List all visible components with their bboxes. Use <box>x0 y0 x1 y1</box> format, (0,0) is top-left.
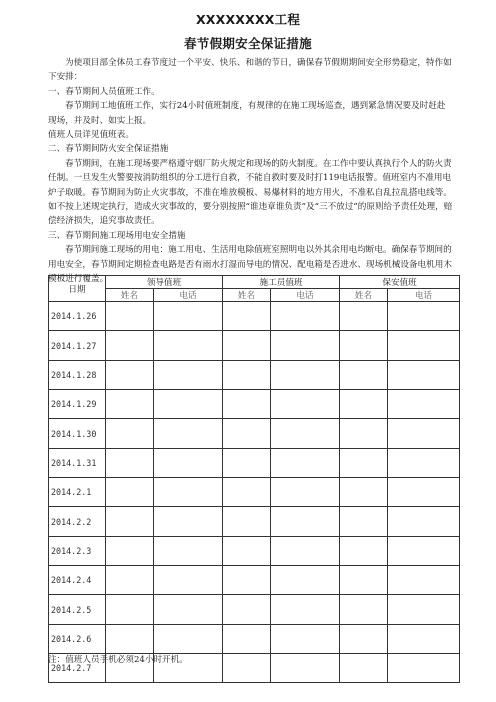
table-row <box>49 595 460 624</box>
leader-name-cell[interactable] <box>106 448 154 477</box>
section-heading-2: 二、春节期间防火安全保证措施 <box>48 144 169 155</box>
table-row <box>49 331 460 360</box>
leader-name-cell[interactable] <box>106 360 154 389</box>
builder-duty-header: 施工员值班 <box>223 276 340 289</box>
builder-name-cell[interactable] <box>223 448 271 477</box>
security-phone-cell[interactable] <box>388 390 460 419</box>
builder-name-cell[interactable] <box>223 566 271 595</box>
security-name-cell[interactable] <box>340 360 388 389</box>
security-name-cell[interactable] <box>340 536 388 565</box>
builder-phone-cell[interactable] <box>271 624 340 653</box>
leader-name-cell[interactable] <box>106 624 154 653</box>
security-phone-cell[interactable] <box>388 624 460 653</box>
table-row <box>49 390 460 419</box>
security-name-cell[interactable] <box>340 331 388 360</box>
builder-phone-cell[interactable] <box>271 302 340 331</box>
leader-phone-cell[interactable] <box>154 448 223 477</box>
date-cell: 2014.1.26 <box>49 302 106 331</box>
leader-phone-cell[interactable] <box>154 566 223 595</box>
date-column-header: 日期 <box>49 276 106 302</box>
security-name-cell[interactable] <box>340 507 388 536</box>
date-cell: 2014.1.27 <box>49 331 106 360</box>
builder-name-cell[interactable] <box>223 507 271 536</box>
security-name-cell[interactable] <box>340 566 388 595</box>
security-name-cell[interactable] <box>340 448 388 477</box>
leader-name-header: 姓名 <box>106 289 154 302</box>
table-body <box>49 302 460 683</box>
security-phone-cell[interactable] <box>388 360 460 389</box>
leader-name-cell[interactable] <box>106 536 154 565</box>
table-row <box>49 478 460 507</box>
builder-name-cell[interactable] <box>223 390 271 419</box>
builder-phone-cell[interactable] <box>271 390 340 419</box>
builder-name-cell[interactable] <box>223 536 271 565</box>
security-name-cell[interactable] <box>340 390 388 419</box>
builder-name-header: 姓名 <box>223 289 271 302</box>
table-row <box>49 507 460 536</box>
table-row <box>49 360 460 389</box>
document-title: 春节假期安全保证措施 <box>183 36 312 51</box>
leader-phone-cell[interactable] <box>154 302 223 331</box>
company-title: XXXXXXXX工程 <box>195 12 301 27</box>
security-phone-cell[interactable] <box>388 478 460 507</box>
leader-name-cell[interactable] <box>106 566 154 595</box>
builder-name-cell[interactable] <box>223 595 271 624</box>
security-phone-header: 电话 <box>388 289 460 302</box>
date-cell: 2014.2.5 <box>49 595 106 624</box>
leader-name-cell[interactable] <box>106 419 154 448</box>
builder-phone-cell[interactable] <box>271 331 340 360</box>
security-name-cell[interactable] <box>340 654 388 683</box>
date-cell: 2014.1.29 <box>49 390 106 419</box>
security-phone-cell[interactable] <box>388 331 460 360</box>
security-name-cell[interactable] <box>340 302 388 331</box>
builder-phone-cell[interactable] <box>271 566 340 595</box>
security-name-cell[interactable] <box>340 595 388 624</box>
body-text <box>48 56 454 287</box>
leader-phone-cell[interactable] <box>154 478 223 507</box>
table-subheader-row <box>49 289 460 302</box>
date-cell: 2014.2.6 <box>49 624 106 653</box>
date-cell: 2014.1.30 <box>49 419 106 448</box>
table-header-row <box>49 276 460 289</box>
date-cell: 2014.1.28 <box>49 360 106 389</box>
date-cell: 2014.2.2 <box>49 507 106 536</box>
paragraph-electric: 春节期间施工现场的用电：施工用电、生活用电除值班室照明电以外其余用电均断电。确保春节期间的用电安全，春节期间定期检查电路是否有雨水打湿而导电的情况、配电箱是否进水、现场机械设备电机用木模板进行覆盖。 <box>48 245 452 285</box>
table-row <box>49 302 460 331</box>
leader-phone-header: 电话 <box>154 289 223 302</box>
paragraph-duty: 春节期间工地值班工作，实行24小时值班制度，有规律的在施工现场巡查，遇到紧急情况要及时赶赴现场，并及时、如实上报。 <box>48 101 446 126</box>
date-cell: 2014.2.3 <box>49 536 106 565</box>
builder-phone-cell[interactable] <box>271 478 340 507</box>
paragraph-duty-ref: 值班人员详见值班表。 <box>48 130 134 141</box>
builder-phone-cell[interactable] <box>271 536 340 565</box>
security-phone-cell[interactable] <box>388 419 460 448</box>
builder-name-cell[interactable] <box>223 302 271 331</box>
paragraph-fire: 春节期间，在施工现场要严格遵守烟厂防火规定和现场的防火制度。在工作中要认真执行个人的防火责任制。一旦发生火警要按消防组织的分工进行自救，不能自救时要及时打119电话报警。值班室内不准用电炉子取暖。春节期间为防止火灾事故，不准在堆放模板、易爆材料的地方用火，不准私自乱拉乱搭电线等。如不按上述规定执行，造成火灾事故的，要分别按照“谁违章谁负责”及“三不放过”的原则给予责任处理，赔偿经济损失，追究事故责任。 <box>48 158 453 227</box>
builder-phone-cell[interactable] <box>271 448 340 477</box>
date-cell: 2014.2.7 <box>49 654 106 683</box>
leader-name-cell[interactable] <box>106 595 154 624</box>
leader-phone-cell[interactable] <box>154 331 223 360</box>
leader-phone-cell[interactable] <box>154 390 223 419</box>
leader-name-cell[interactable] <box>106 331 154 360</box>
builder-name-cell[interactable] <box>223 478 271 507</box>
section-heading-3: 三、春节期间施工现场用电安全措施 <box>48 230 186 241</box>
date-cell: 2014.2.1 <box>49 478 106 507</box>
leader-name-cell[interactable] <box>106 302 154 331</box>
leader-phone-cell[interactable] <box>154 419 223 448</box>
security-phone-cell[interactable] <box>388 302 460 331</box>
security-phone-cell[interactable] <box>388 448 460 477</box>
table-row <box>49 536 460 565</box>
leader-phone-cell[interactable] <box>154 624 223 653</box>
security-name-cell[interactable] <box>340 624 388 653</box>
builder-name-cell[interactable] <box>223 624 271 653</box>
security-name-header: 姓名 <box>340 289 388 302</box>
section-heading-1: 一、春节期间人员值班工作。 <box>48 86 160 97</box>
builder-phone-cell[interactable] <box>271 654 340 683</box>
builder-phone-cell[interactable] <box>271 595 340 624</box>
security-name-cell[interactable] <box>340 419 388 448</box>
builder-name-cell[interactable] <box>223 360 271 389</box>
security-duty-header: 保安值班 <box>340 276 460 289</box>
builder-name-cell[interactable] <box>223 331 271 360</box>
paragraph-intro: 为使项目部全体员工春节度过一个平安、快乐、和谐的节日，确保春节假期期间安全形势稳定，特作如下安排： <box>48 58 452 83</box>
duty-table <box>48 275 460 683</box>
leader-phone-cell[interactable] <box>154 595 223 624</box>
builder-phone-header: 电话 <box>271 289 340 302</box>
security-phone-cell[interactable] <box>388 507 460 536</box>
table-row <box>49 448 460 477</box>
security-phone-cell[interactable] <box>388 654 460 683</box>
leader-name-cell[interactable] <box>106 478 154 507</box>
table-row <box>49 419 460 448</box>
date-cell: 2014.1.31 <box>49 448 106 477</box>
security-name-cell[interactable] <box>340 478 388 507</box>
security-phone-cell[interactable] <box>388 536 460 565</box>
date-cell: 2014.2.4 <box>49 566 106 595</box>
builder-phone-cell[interactable] <box>271 360 340 389</box>
leader-name-cell[interactable] <box>106 507 154 536</box>
leader-name-cell[interactable] <box>106 390 154 419</box>
builder-phone-cell[interactable] <box>271 507 340 536</box>
security-phone-cell[interactable] <box>388 566 460 595</box>
footnote: 注：值班人员手机必须24小时开机。 <box>48 655 188 665</box>
builder-phone-cell[interactable] <box>271 419 340 448</box>
security-phone-cell[interactable] <box>388 595 460 624</box>
table-row <box>49 624 460 653</box>
leader-phone-cell[interactable] <box>154 536 223 565</box>
builder-name-cell[interactable] <box>223 419 271 448</box>
leader-phone-cell[interactable] <box>154 507 223 536</box>
table-row <box>49 566 460 595</box>
leader-duty-header: 领导值班 <box>106 276 223 289</box>
leader-phone-cell[interactable] <box>154 360 223 389</box>
builder-name-cell[interactable] <box>223 654 271 683</box>
